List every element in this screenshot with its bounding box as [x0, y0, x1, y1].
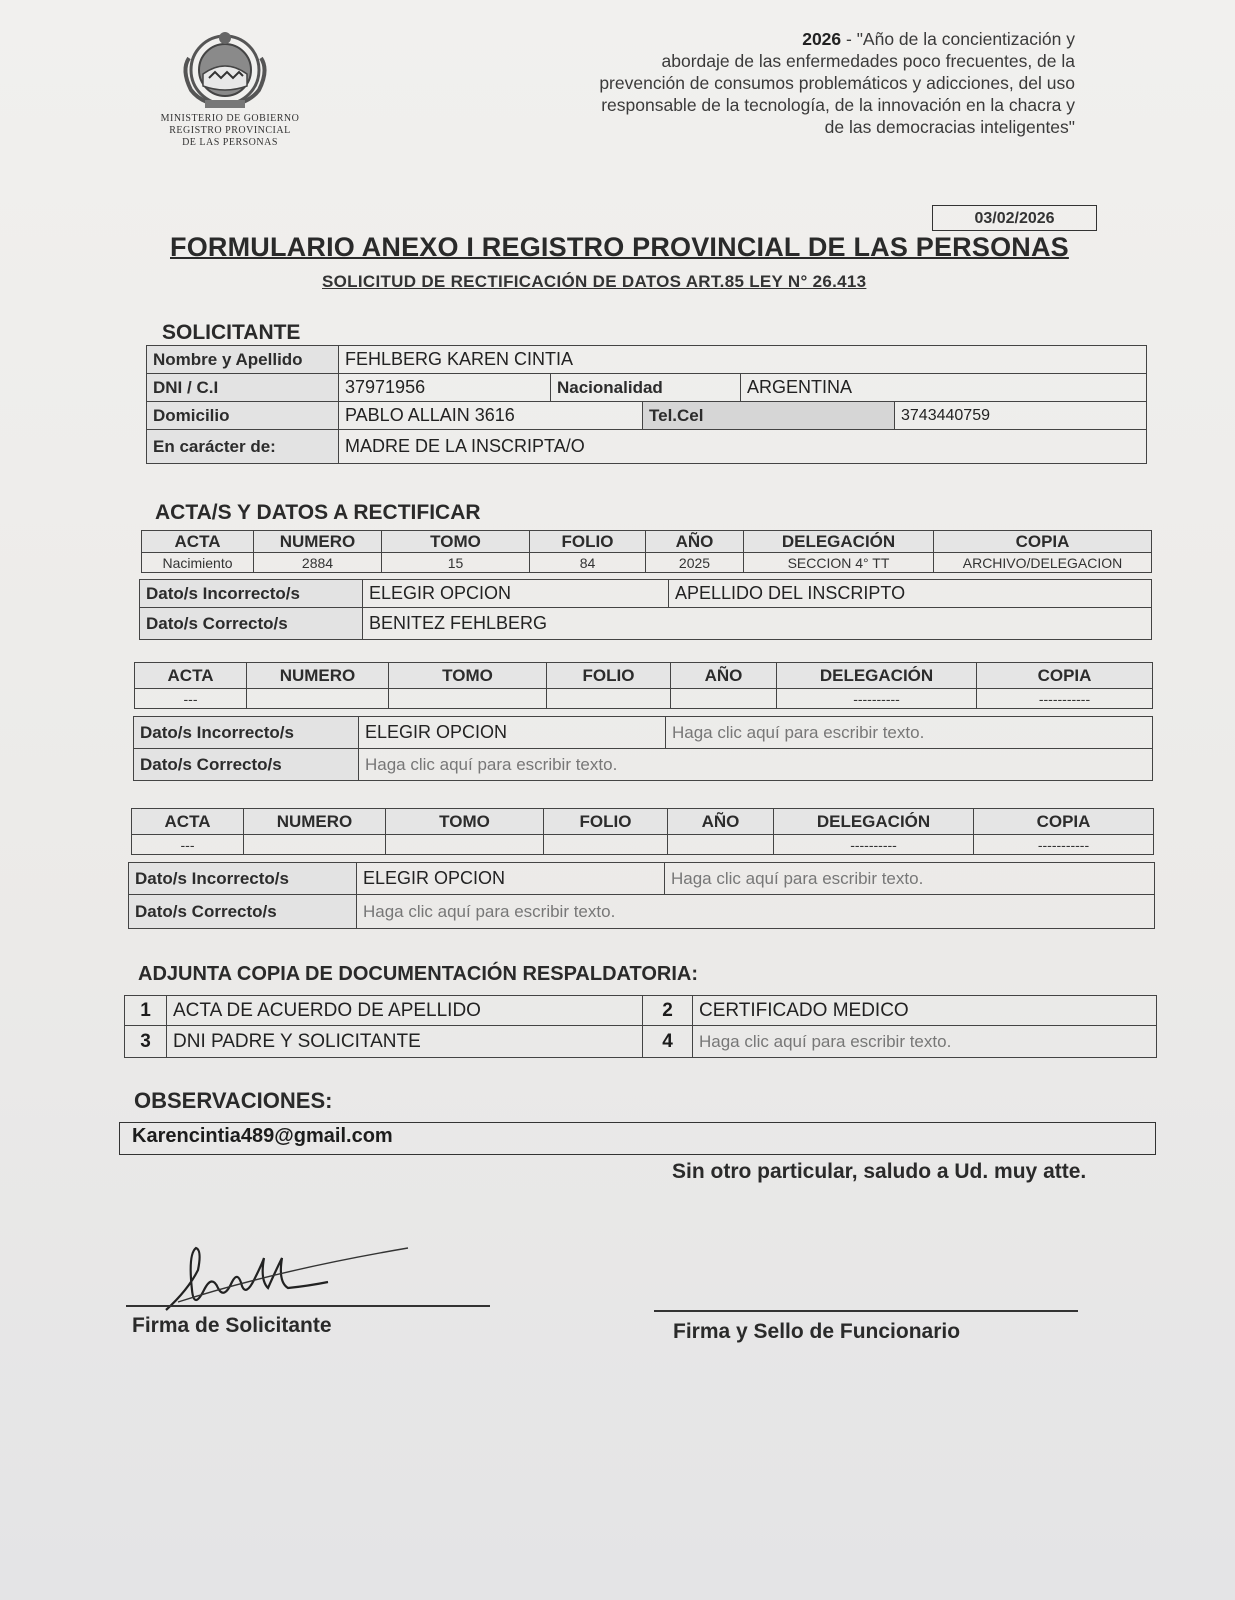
col-numero: NUMERO	[254, 531, 382, 553]
acta-block-1	[141, 530, 1152, 573]
form-subtitle: SOLICITUD DE RECTIFICACIÓN DE DATOS ART.85 LEY N° 26.413	[322, 272, 867, 291]
nombre-field[interactable]: FEHLBERG KAREN CINTIA	[339, 346, 1147, 374]
col-numero: NUMERO	[244, 809, 386, 835]
col-delegacion: DELEGACIÓN	[777, 663, 977, 689]
caracter-field[interactable]: MADRE DE LA INSCRIPTA/O	[339, 430, 1147, 464]
anio-cell[interactable]	[668, 835, 774, 855]
caracter-label: En carácter de:	[147, 430, 339, 464]
correct-field[interactable]: Haga clic aquí para escribir texto.	[359, 749, 1153, 781]
elegir-opcion-dropdown[interactable]: ELEGIR OPCION	[357, 863, 665, 895]
numero-cell[interactable]: 2884	[254, 553, 382, 573]
solicitante-table	[146, 345, 1147, 464]
ministry-name	[140, 113, 320, 149]
acta-block-2	[134, 662, 1153, 709]
funcionario-signature-line	[654, 1310, 1078, 1312]
form-title: FORMULARIO ANEXO I REGISTRO PROVINCIAL DE LAS PERSONAS	[170, 232, 1069, 262]
anio-cell[interactable]	[671, 689, 777, 709]
firma-solicitante-label: Firma de Solicitante	[132, 1314, 332, 1337]
adjunta-heading: ADJUNTA COPIA DE DOCUMENTACIÓN RESPALDATORIA:	[138, 963, 698, 985]
copia-cell[interactable]: -----------	[974, 835, 1154, 855]
motto-line-1: - "Año de la concientización y	[841, 29, 1075, 49]
dni-label: DNI / C.I	[147, 374, 339, 402]
col-tomo: TOMO	[389, 663, 547, 689]
col-anio: AÑO	[668, 809, 774, 835]
correct-label: Dato/s Correcto/s	[129, 895, 357, 929]
motto-line-4: responsable de la tecnología, de la innovación en la chacra y	[601, 95, 1075, 115]
nacionalidad-label: Nacionalidad	[551, 374, 741, 402]
acta-cell[interactable]: ---	[135, 689, 247, 709]
acta-block-1-datos	[139, 579, 1152, 640]
acta-cell[interactable]: ---	[132, 835, 244, 855]
correct-label: Dato/s Correcto/s	[140, 608, 363, 640]
correct-label: Dato/s Correcto/s	[134, 749, 359, 781]
nacionalidad-field[interactable]: ARGENTINA	[741, 374, 1147, 402]
domicilio-field[interactable]: PABLO ALLAIN 3616	[339, 402, 643, 430]
tomo-cell[interactable]: 15	[382, 553, 530, 573]
col-copia: COPIA	[977, 663, 1153, 689]
copia-cell[interactable]: ARCHIVO/DELEGACION	[934, 553, 1152, 573]
observaciones-heading: OBSERVACIONES:	[134, 1088, 333, 1113]
col-tomo: TOMO	[382, 531, 530, 553]
closing-text: Sin otro particular, saludo a Ud. muy atte.	[672, 1160, 1087, 1183]
adjunta-item-3[interactable]: DNI PADRE Y SOLICITANTE	[167, 1026, 643, 1058]
numero-cell[interactable]	[247, 689, 389, 709]
domicilio-label: Domicilio	[147, 402, 339, 430]
incorrect-field[interactable]: Haga clic aquí para escribir texto.	[666, 717, 1153, 749]
col-delegacion: DELEGACIÓN	[774, 809, 974, 835]
incorrect-field[interactable]: APELLIDO DEL INSCRIPTO	[669, 580, 1152, 608]
copia-cell[interactable]: -----------	[977, 689, 1153, 709]
adjunta-num-2: 2	[643, 996, 693, 1026]
delegacion-cell[interactable]: SECCION 4° TT	[744, 553, 934, 573]
col-acta: ACTA	[135, 663, 247, 689]
solicitante-heading: SOLICITANTE	[162, 321, 301, 344]
adjunta-item-2[interactable]: CERTIFICADO MEDICO	[693, 996, 1157, 1026]
observaciones-field[interactable]: Karencintia489@gmail.com	[119, 1122, 1156, 1155]
folio-cell[interactable]	[547, 689, 671, 709]
acta-block-2-datos	[133, 716, 1153, 781]
motto-line-5: de las democracias inteligentes"	[824, 117, 1075, 137]
col-acta: ACTA	[132, 809, 244, 835]
ministry-line-2: REGISTRO PROVINCIAL	[169, 125, 291, 136]
solicitante-signature-line	[126, 1305, 490, 1307]
tomo-cell[interactable]	[386, 835, 544, 855]
tel-field[interactable]: 3743440759	[895, 402, 1147, 430]
actas-heading: ACTA/S Y DATOS A RECTIFICAR	[155, 501, 481, 524]
motto-year: 2026	[802, 29, 842, 49]
col-folio: FOLIO	[544, 809, 668, 835]
year-motto	[485, 28, 1075, 138]
col-folio: FOLIO	[547, 663, 671, 689]
date-field[interactable]: 03/02/2026	[932, 205, 1097, 231]
adjunta-num-1: 1	[125, 996, 167, 1026]
adjunta-num-4: 4	[643, 1026, 693, 1058]
acta-block-3-datos	[128, 862, 1155, 929]
col-copia: COPIA	[934, 531, 1152, 553]
correct-field[interactable]: BENITEZ FEHLBERG	[363, 608, 1152, 640]
firma-funcionario-label: Firma y Sello de Funcionario	[673, 1320, 961, 1343]
dni-field[interactable]: 37971956	[339, 374, 551, 402]
delegacion-cell[interactable]: ----------	[774, 835, 974, 855]
anio-cell[interactable]: 2025	[646, 553, 744, 573]
col-delegacion: DELEGACIÓN	[744, 531, 934, 553]
incorrect-label: Dato/s Incorrecto/s	[140, 580, 363, 608]
nombre-label: Nombre y Apellido	[147, 346, 339, 374]
incorrect-label: Dato/s Incorrecto/s	[129, 863, 357, 895]
tomo-cell[interactable]	[389, 689, 547, 709]
delegacion-cell[interactable]: ----------	[777, 689, 977, 709]
tel-label: Tel.Cel	[643, 402, 895, 430]
col-acta: ACTA	[142, 531, 254, 553]
acta-block-3	[131, 808, 1154, 855]
numero-cell[interactable]	[244, 835, 386, 855]
adjunta-item-1[interactable]: ACTA DE ACUERDO DE APELLIDO	[167, 996, 643, 1026]
col-anio: AÑO	[671, 663, 777, 689]
correct-field[interactable]: Haga clic aquí para escribir texto.	[357, 895, 1155, 929]
adjunta-item-4[interactable]: Haga clic aquí para escribir texto.	[693, 1026, 1157, 1058]
elegir-opcion-dropdown[interactable]: ELEGIR OPCION	[359, 717, 666, 749]
col-numero: NUMERO	[247, 663, 389, 689]
incorrect-label: Dato/s Incorrecto/s	[134, 717, 359, 749]
provincial-seal-icon	[175, 28, 275, 110]
ministry-line-3: DE LAS PERSONAS	[182, 137, 278, 148]
acta-cell[interactable]: Nacimiento	[142, 553, 254, 573]
motto-line-3: prevención de consumos problemáticos y adicciones, del uso	[599, 73, 1075, 93]
col-tomo: TOMO	[386, 809, 544, 835]
col-copia: COPIA	[974, 809, 1154, 835]
col-folio: FOLIO	[530, 531, 646, 553]
adjunta-table	[124, 995, 1157, 1058]
folio-cell[interactable]: 84	[530, 553, 646, 573]
incorrect-field[interactable]: Haga clic aquí para escribir texto.	[665, 863, 1155, 895]
adjunta-num-3: 3	[125, 1026, 167, 1058]
ministry-line-1: MINISTERIO DE GOBIERNO	[160, 113, 300, 124]
col-anio: AÑO	[646, 531, 744, 553]
motto-line-2: abordaje de las enfermedades poco frecuentes, de la	[661, 51, 1075, 71]
elegir-opcion-dropdown[interactable]: ELEGIR OPCION	[363, 580, 669, 608]
folio-cell[interactable]	[544, 835, 668, 855]
